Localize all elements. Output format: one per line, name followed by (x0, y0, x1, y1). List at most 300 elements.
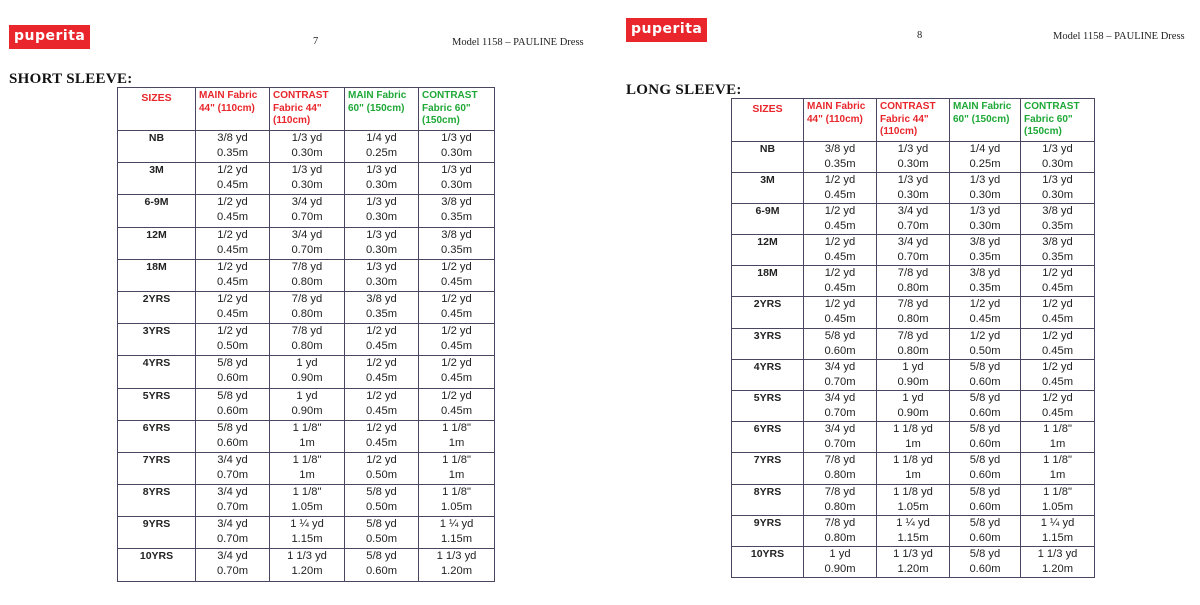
yardage-cell (345, 227, 419, 259)
yardage-value: 1 ¼ yd (290, 518, 324, 531)
metric-value: 0.45m (365, 372, 398, 385)
metric-value: 0.45m (216, 275, 249, 288)
brand-logo-right: puperita (626, 18, 707, 42)
metric-value: 1.20m (291, 565, 323, 578)
yardage-cell (270, 388, 345, 420)
yardage-cell (877, 235, 950, 266)
yardage-value: 3/8 yd (969, 267, 1001, 280)
yardage-cell (419, 485, 495, 517)
yardage-cell (877, 141, 950, 172)
yardage-value: 1/2 yd (1042, 329, 1073, 342)
yardage-cell (419, 420, 495, 452)
metric-value: 0.45m (365, 340, 398, 353)
yardage-value: 3/4 yd (291, 196, 323, 209)
yardage-value: 1/2 yd (1042, 360, 1073, 373)
column-header-fabric: CONTRAST Fabric 60" (150cm) (419, 88, 495, 131)
size-cell: 3YRS (118, 324, 196, 356)
metric-value: 1.20m (1041, 562, 1074, 575)
table-row (118, 195, 495, 227)
table-row (118, 227, 495, 259)
yardage-value: 1 1/3 yd (1037, 547, 1078, 560)
yardage-value: 1/3 yd (366, 196, 397, 209)
column-header-fabric: CONTRAST Fabric 60" (150cm) (1021, 99, 1095, 142)
table-row (118, 163, 495, 195)
yardage-value: 1/2 yd (824, 173, 856, 186)
yardage-cell (196, 195, 270, 227)
yardage-value: 5/8 yd (217, 421, 248, 434)
size-cell: 18M (118, 259, 196, 291)
yardage-cell (1021, 328, 1095, 359)
yardage-cell (270, 420, 345, 452)
metric-value: 0.45m (1041, 375, 1074, 388)
yardage-value: 1 yd (902, 392, 924, 404)
yardage-cell (196, 452, 270, 484)
yardage-cell (1021, 203, 1095, 234)
yardage-value: 1/2 yd (366, 357, 397, 370)
metric-value: 0.50m (365, 468, 398, 481)
size-cell: 3M (732, 172, 804, 203)
yardage-cell (804, 172, 877, 203)
metric-value: 0.35m (1041, 251, 1074, 264)
yardage-cell (196, 485, 270, 517)
yardage-cell (950, 203, 1021, 234)
size-cell: 7YRS (732, 453, 804, 484)
yardage-value: 7/8 yd (897, 329, 929, 342)
yardage-cell (196, 420, 270, 452)
metric-value: 0.30m (440, 147, 473, 159)
size-cell: 9YRS (732, 515, 804, 546)
size-cell: 2YRS (732, 297, 804, 328)
metric-value: 0.30m (365, 179, 398, 192)
size-cell: 18M (732, 266, 804, 297)
yardage-value: 1/3 yd (969, 173, 1001, 186)
metric-value: 0.45m (1041, 313, 1074, 326)
metric-value: 1m (1049, 469, 1066, 482)
yardage-value: 1/3 yd (441, 164, 472, 177)
yardage-cell (345, 163, 419, 195)
metric-value: 0.35m (824, 157, 856, 170)
yardage-cell (270, 517, 345, 549)
metric-value: 0.80m (291, 275, 323, 288)
metric-value: 0.80m (824, 469, 856, 482)
size-cell: 5YRS (118, 388, 196, 420)
yardage-value: 1/3 yd (1042, 142, 1073, 155)
yardage-value: 3/4 yd (217, 518, 248, 531)
yardage-value: 1 yd (829, 547, 851, 560)
yardage-cell (877, 422, 950, 453)
metric-value: 0.45m (1041, 282, 1074, 295)
section-title-long-sleeve: LONG SLEEVE: (626, 82, 742, 98)
metric-value: 0.70m (216, 565, 249, 578)
size-cell: 9YRS (118, 517, 196, 549)
metric-value: 0.60m (969, 562, 1001, 575)
yardage-cell (345, 324, 419, 356)
yardage-cell (270, 549, 345, 581)
yardage-cell (345, 388, 419, 420)
yardage-value: 1/4 yd (969, 142, 1001, 155)
yardage-cell (270, 485, 345, 517)
yardage-cell (1021, 422, 1095, 453)
yardage-cell (804, 391, 877, 422)
metric-value: 0.60m (969, 500, 1001, 513)
table-row (118, 291, 495, 323)
yardage-value: 7/8 yd (824, 454, 856, 467)
yardage-value: 1/2 yd (217, 292, 248, 305)
table-row (118, 259, 495, 291)
column-header-fabric: CONTRAST Fabric 44" (110cm) (270, 88, 345, 131)
yardage-cell (270, 356, 345, 388)
metric-value: 0.30m (291, 147, 323, 159)
yardage-value: 5/8 yd (824, 329, 856, 342)
yardage-cell (419, 131, 495, 163)
yardage-value: 3/4 yd (824, 392, 856, 404)
metric-value: 1m (448, 468, 465, 481)
yardage-cell (196, 131, 270, 163)
table-row (732, 328, 1095, 359)
size-cell: 3YRS (732, 328, 804, 359)
table-row (732, 453, 1095, 484)
yardage-cell (196, 356, 270, 388)
yardage-value: 3/8 yd (1042, 204, 1073, 217)
section-title-short-sleeve: SHORT SLEEVE: (9, 71, 133, 87)
yardage-cell (345, 517, 419, 549)
yardage-cell (270, 452, 345, 484)
metric-value: 1.05m (291, 501, 323, 514)
yardage-cell (419, 388, 495, 420)
yardage-value: 1 1/8" (442, 421, 471, 434)
yardage-value: 1/2 yd (969, 329, 1001, 342)
yardage-cell (950, 141, 1021, 172)
metric-value: 1.20m (897, 562, 929, 575)
table-row (732, 515, 1095, 546)
metric-value: 0.80m (897, 313, 929, 326)
yardage-value: 1/2 yd (217, 228, 248, 241)
yardage-cell (1021, 484, 1095, 515)
yardage-value: 3/4 yd (217, 550, 248, 563)
metric-value: 0.60m (216, 436, 249, 449)
metric-value: 0.90m (897, 407, 929, 419)
size-cell: NB (732, 141, 804, 172)
yardage-value: 1/2 yd (366, 389, 397, 402)
yardage-cell (1021, 172, 1095, 203)
yardage-cell (196, 517, 270, 549)
table-row (732, 484, 1095, 515)
yardage-cell (196, 259, 270, 291)
metric-value: 0.30m (440, 179, 473, 192)
yardage-value: 1/2 yd (969, 298, 1001, 311)
column-header-fabric: MAIN Fabric 44" (110cm) (196, 88, 270, 131)
metric-value: 1m (299, 468, 315, 481)
metric-value: 0.35m (969, 251, 1001, 264)
yardage-cell (1021, 266, 1095, 297)
metric-value: 0.45m (824, 219, 856, 232)
yardage-cell (877, 453, 950, 484)
metric-value: 1.05m (897, 500, 929, 513)
metric-value: 0.30m (1041, 157, 1074, 170)
yardage-cell (950, 422, 1021, 453)
size-cell: 4YRS (118, 356, 196, 388)
yardage-cell (419, 259, 495, 291)
yardage-cell (345, 259, 419, 291)
yardage-cell (950, 359, 1021, 390)
metric-value: 0.35m (216, 147, 249, 159)
metric-value: 0.80m (824, 500, 856, 513)
yardage-value: 1/2 yd (441, 260, 472, 273)
yardage-cell (270, 131, 345, 163)
yardage-value: 1/2 yd (441, 389, 472, 402)
metric-value: 0.50m (365, 501, 398, 514)
metric-value: 0.90m (291, 404, 323, 417)
metric-value: 0.45m (216, 243, 249, 256)
metric-value: 0.70m (291, 211, 323, 224)
size-cell: 6YRS (118, 420, 196, 452)
metric-value: 0.45m (969, 313, 1001, 326)
yardage-value: 5/8 yd (969, 516, 1001, 529)
yardage-cell (877, 484, 950, 515)
table-row (732, 235, 1095, 266)
metric-value: 0.25m (365, 147, 398, 159)
table-row (732, 359, 1095, 390)
yardage-cell (419, 163, 495, 195)
size-cell: 6-9M (732, 203, 804, 234)
metric-value: 0.35m (440, 211, 473, 224)
yardage-value: 5/8 yd (366, 518, 397, 531)
metric-value: 0.25m (969, 157, 1001, 170)
yardage-value: 1/3 yd (291, 132, 323, 144)
yardage-value: 1/2 yd (441, 357, 472, 370)
size-cell: 4YRS (732, 359, 804, 390)
metric-value: 1m (1049, 438, 1066, 451)
metric-value: 0.30m (291, 179, 323, 192)
yardage-cell (950, 484, 1021, 515)
yardage-cell (270, 259, 345, 291)
size-cell: 7YRS (118, 452, 196, 484)
metric-value: 0.45m (440, 372, 473, 385)
table-row (732, 203, 1095, 234)
yardage-table-long-sleeve (731, 98, 1095, 578)
yardage-value: 5/8 yd (969, 423, 1001, 436)
yardage-value: 5/8 yd (969, 454, 1001, 467)
yardage-value: 1/2 yd (217, 325, 248, 338)
size-cell: 8YRS (118, 485, 196, 517)
metric-value: 1m (448, 436, 465, 449)
metric-value: 1.15m (897, 531, 929, 544)
yardage-value: 1/2 yd (1042, 267, 1073, 280)
yardage-value: 5/8 yd (366, 486, 397, 499)
table-row (732, 391, 1095, 422)
metric-value: 0.45m (216, 179, 249, 192)
metric-value: 0.35m (365, 307, 398, 320)
yardage-cell (804, 515, 877, 546)
yardage-cell (345, 356, 419, 388)
metric-value: 0.45m (824, 282, 856, 295)
yardage-value: 1/2 yd (824, 204, 856, 217)
yardage-value: 3/4 yd (824, 423, 856, 436)
yardage-value: 1/2 yd (217, 164, 248, 177)
yardage-value: 1 yd (902, 360, 924, 373)
yardage-cell (877, 172, 950, 203)
yardage-cell (419, 452, 495, 484)
yardage-cell (345, 420, 419, 452)
metric-value: 0.80m (824, 531, 856, 544)
yardage-value: 1 1/8" (1043, 423, 1072, 436)
size-cell: 3M (118, 163, 196, 195)
yardage-cell (950, 235, 1021, 266)
yardage-cell (1021, 391, 1095, 422)
yardage-cell (804, 266, 877, 297)
yardage-cell (804, 422, 877, 453)
brand-logo-left: puperita (9, 25, 90, 49)
size-cell: 8YRS (732, 484, 804, 515)
metric-value: 0.70m (216, 468, 249, 481)
size-cell: 5YRS (732, 391, 804, 422)
yardage-value: 3/4 yd (291, 228, 323, 241)
yardage-cell (345, 485, 419, 517)
metric-value: 1m (299, 436, 315, 449)
metric-value: 0.60m (824, 344, 856, 357)
yardage-cell (1021, 235, 1095, 266)
yardage-value: 1 1/3 yd (893, 547, 933, 560)
metric-value: 0.50m (216, 340, 249, 353)
yardage-value: 3/8 yd (969, 236, 1001, 249)
yardage-value: 1 ¼ yd (439, 518, 474, 531)
yardage-value: 1 1/8" (292, 453, 322, 466)
metric-value: 0.45m (216, 211, 249, 224)
size-cell: 2YRS (118, 291, 196, 323)
yardage-cell (877, 328, 950, 359)
yardage-cell (196, 291, 270, 323)
yardage-cell (804, 484, 877, 515)
yardage-value: 1/2 yd (366, 325, 397, 338)
yardage-value: 1/3 yd (897, 142, 929, 155)
yardage-cell (950, 546, 1021, 577)
table-row (118, 420, 495, 452)
column-header-sizes: SIZES (732, 99, 804, 142)
table-row (118, 485, 495, 517)
metric-value: 0.60m (216, 372, 249, 385)
yardage-value: 3/8 yd (217, 132, 248, 144)
table-row (118, 517, 495, 549)
yardage-value: 1 1/3 yd (287, 550, 327, 563)
yardage-value: 1 ¼ yd (896, 516, 930, 529)
yardage-value: 1/2 yd (217, 196, 248, 209)
metric-value: 0.60m (969, 375, 1001, 388)
yardage-cell (1021, 359, 1095, 390)
yardage-value: 1/2 yd (1042, 298, 1073, 311)
yardage-value: 1 1/3 yd (436, 550, 477, 563)
yardage-cell (345, 291, 419, 323)
yardage-cell (1021, 546, 1095, 577)
yardage-value: 1/2 yd (217, 260, 248, 273)
metric-value: 0.80m (291, 307, 323, 320)
yardage-cell (1021, 141, 1095, 172)
metric-value: 0.60m (216, 404, 249, 417)
metric-value: 0.70m (216, 501, 249, 514)
yardage-value: 1 1/8" (292, 421, 322, 434)
yardage-cell (950, 453, 1021, 484)
yardage-cell (270, 227, 345, 259)
table-row (118, 452, 495, 484)
metric-value: 0.70m (824, 438, 856, 451)
yardage-cell (270, 291, 345, 323)
metric-value: 0.50m (969, 344, 1001, 357)
yardage-value: 1 1/8" (442, 453, 471, 466)
yardage-cell (196, 388, 270, 420)
yardage-value: 1/3 yd (1042, 173, 1073, 186)
yardage-value: 1/2 yd (1042, 392, 1073, 404)
yardage-value: 1/3 yd (366, 164, 397, 177)
table-header-row (732, 99, 1095, 142)
yardage-value: 5/8 yd (969, 485, 1001, 498)
yardage-cell (270, 163, 345, 195)
yardage-value: 3/4 yd (824, 360, 856, 373)
yardage-cell (804, 141, 877, 172)
metric-value: 0.30m (1041, 188, 1074, 201)
page-number-left: 7 (313, 36, 319, 47)
metric-value: 0.35m (1041, 219, 1074, 232)
metric-value: 0.70m (824, 407, 856, 419)
metric-value: 1.15m (291, 533, 323, 546)
yardage-cell (877, 297, 950, 328)
yardage-cell (950, 328, 1021, 359)
size-cell: 10YRS (732, 546, 804, 577)
metric-value: 0.45m (440, 340, 473, 353)
metric-value: 0.90m (897, 375, 929, 388)
yardage-value: 1 yd (296, 389, 318, 402)
metric-value: 0.45m (1041, 407, 1074, 419)
yardage-value: 3/4 yd (217, 453, 248, 466)
yardage-value: 1/3 yd (366, 228, 397, 241)
yardage-value: 1/2 yd (441, 325, 472, 338)
yardage-value: 1 1/8 yd (893, 485, 933, 498)
metric-value: 0.45m (216, 307, 249, 320)
metric-value: 0.60m (365, 565, 398, 578)
yardage-cell (1021, 515, 1095, 546)
yardage-cell (804, 328, 877, 359)
table-row (732, 172, 1095, 203)
metric-value: 1m (905, 469, 921, 482)
yardage-value: 1/2 yd (441, 292, 472, 305)
yardage-cell (877, 359, 950, 390)
yardage-value: 5/8 yd (217, 357, 248, 370)
metric-value: 0.90m (291, 372, 323, 385)
yardage-cell (877, 203, 950, 234)
yardage-cell (419, 356, 495, 388)
metric-value: 1.15m (1041, 531, 1074, 544)
column-header-fabric: MAIN Fabric 60" (150cm) (345, 88, 419, 131)
yardage-cell (419, 195, 495, 227)
yardage-cell (877, 546, 950, 577)
metric-value: 1.05m (1041, 500, 1074, 513)
table-row (118, 131, 495, 163)
metric-value: 0.30m (897, 188, 929, 201)
yardage-value: 1 1/8" (1043, 454, 1072, 467)
metric-value: 0.50m (365, 533, 398, 546)
metric-value: 0.60m (969, 407, 1001, 419)
yardage-value: 3/8 yd (1042, 236, 1073, 249)
metric-value: 0.45m (365, 404, 398, 417)
yardage-cell (419, 549, 495, 581)
yardage-cell (419, 291, 495, 323)
model-title-right: Model 1158 – PAULINE Dress (1053, 31, 1185, 42)
yardage-value: 1/3 yd (969, 204, 1001, 217)
yardage-cell (345, 549, 419, 581)
yardage-cell (196, 324, 270, 356)
yardage-cell (950, 391, 1021, 422)
metric-value: 0.30m (365, 243, 398, 256)
yardage-cell (804, 297, 877, 328)
metric-value: 0.45m (440, 404, 473, 417)
